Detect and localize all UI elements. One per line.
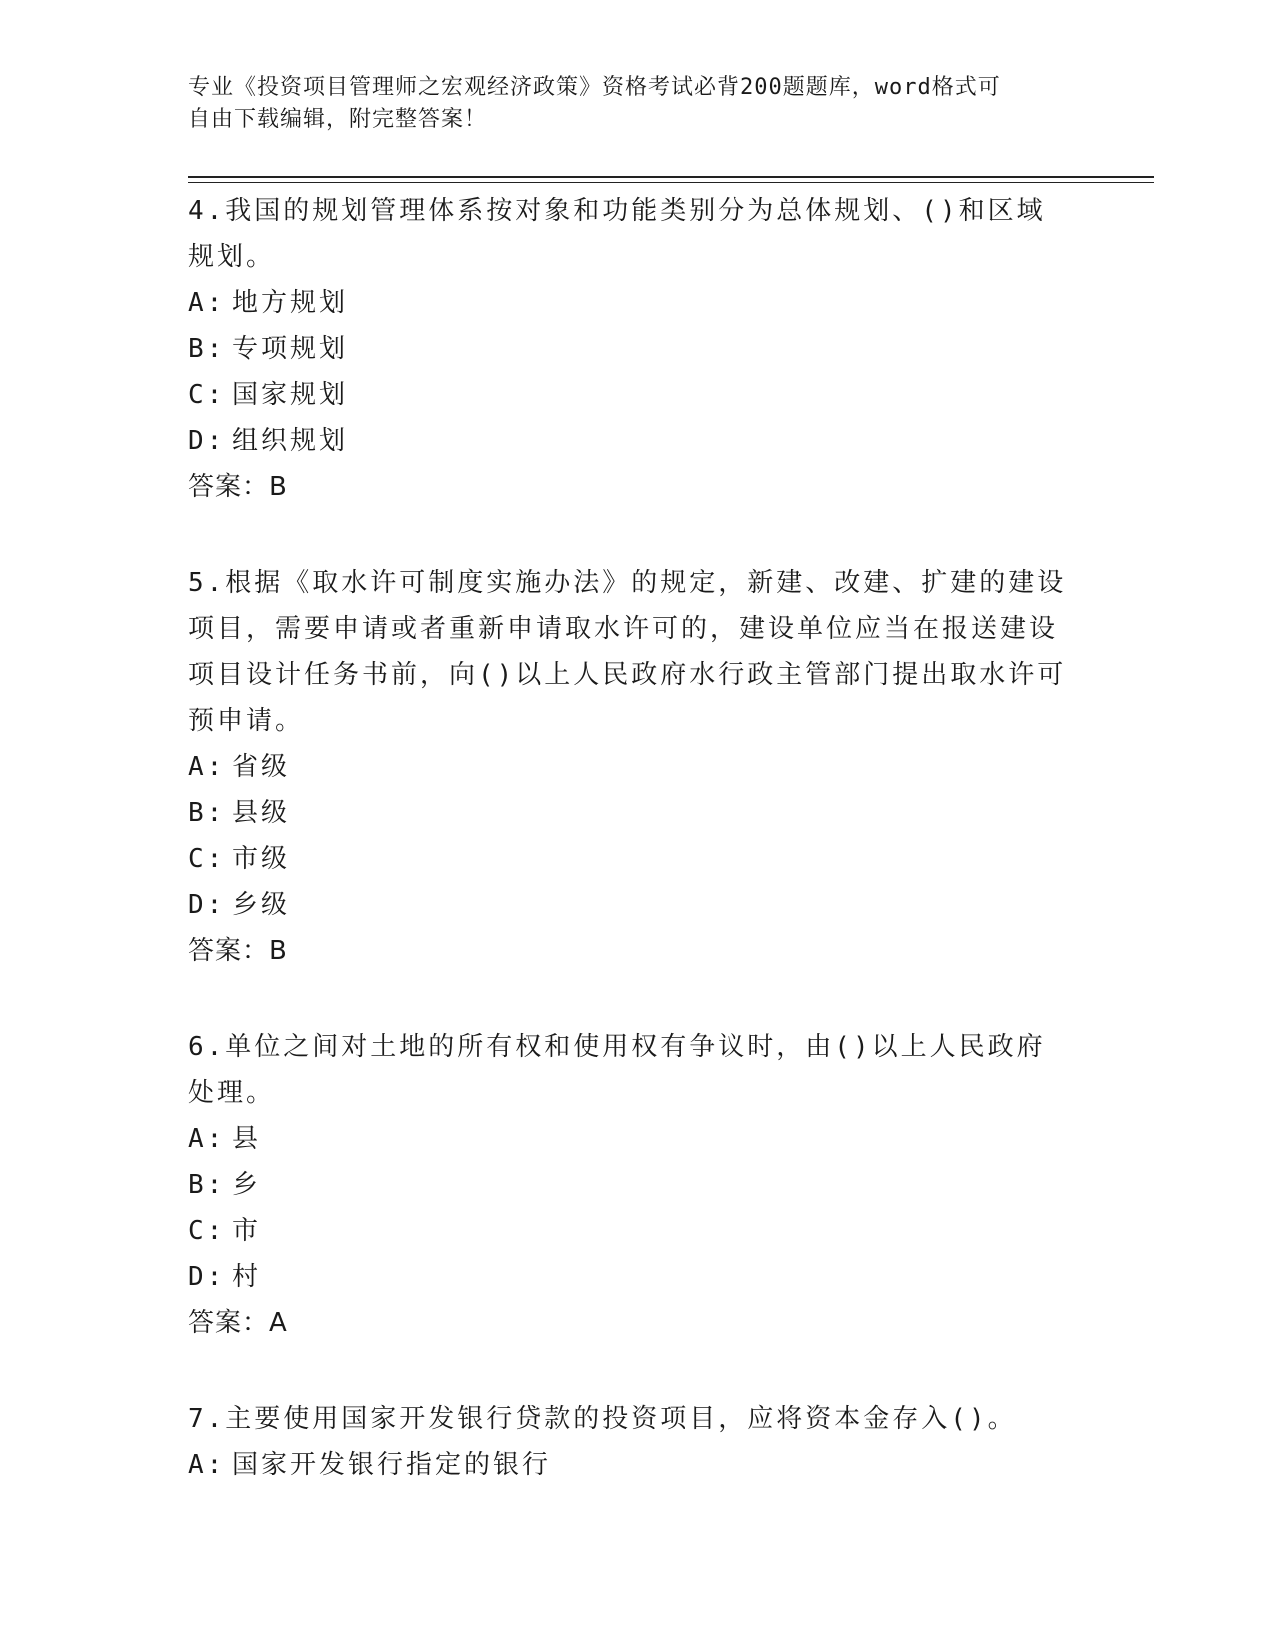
option-d <box>188 882 1068 928</box>
header-divider-thick <box>188 176 1154 178</box>
header-line-1: 专业《投资项目管理师之宏观经济政策》资格考试必背200题题库，word格式可 <box>188 75 1001 100</box>
option-key: C: <box>188 844 226 874</box>
option-key: A: <box>188 752 226 782</box>
option-key: D: <box>188 890 226 920</box>
answer-line: 答案：B <box>188 472 288 502</box>
option-text: 省级 <box>232 752 291 782</box>
option-key: D: <box>188 1262 226 1292</box>
option-text: 国家开发银行指定的银行 <box>232 1450 552 1480</box>
option-a <box>188 280 1068 326</box>
option-text: 国家规划 <box>232 380 349 410</box>
option-text: 县级 <box>232 798 291 828</box>
option-key: B: <box>188 798 226 828</box>
option-key: B: <box>188 1170 226 1200</box>
document-header <box>188 72 1068 136</box>
option-c <box>188 372 1068 418</box>
option-text: 乡级 <box>232 890 291 920</box>
question-item <box>188 1024 1068 1346</box>
question-text: 7.主要使用国家开发银行贷款的投资项目，应将资本金存入()。 <box>188 1404 1017 1434</box>
option-text: 市 <box>232 1216 262 1246</box>
option-text: 县 <box>232 1124 262 1154</box>
option-key: A: <box>188 1124 226 1154</box>
option-a <box>188 1116 1068 1162</box>
option-text: 地方规划 <box>232 288 349 318</box>
option-d <box>188 418 1068 464</box>
option-a <box>188 1442 1068 1488</box>
answer-line: 答案：B <box>188 936 288 966</box>
header-line-2: 自由下载编辑，附完整答案！ <box>188 107 488 132</box>
answer-line: 答案：A <box>188 1308 288 1338</box>
option-c <box>188 836 1068 882</box>
question-text: 5.根据《取水许可制度实施办法》的规定，新建、改建、扩建的建设项目，需要申请或者重新申请取水许可的，建设单位应当在报送建设项目设计任务书前，向()以上人民政府水行政主管部门提出取水许可预申请。 <box>188 568 1067 736</box>
question-item <box>188 188 1068 510</box>
option-text: 市级 <box>232 844 291 874</box>
option-key: B: <box>188 334 226 364</box>
option-key: A: <box>188 1450 226 1480</box>
option-text: 组织规划 <box>232 426 349 456</box>
question-text: 4.我国的规划管理体系按对象和功能类别分为总体规划、()和区域规划。 <box>188 196 1046 272</box>
option-text: 专项规划 <box>232 334 349 364</box>
header-divider-thin <box>188 182 1154 183</box>
option-key: D: <box>188 426 226 456</box>
option-key: C: <box>188 380 226 410</box>
question-item <box>188 1396 1068 1488</box>
option-b <box>188 790 1068 836</box>
option-key: A: <box>188 288 226 318</box>
option-d <box>188 1254 1068 1300</box>
option-key: C: <box>188 1216 226 1246</box>
question-text: 6.单位之间对土地的所有权和使用权有争议时，由()以上人民政府处理。 <box>188 1032 1046 1108</box>
option-a <box>188 744 1068 790</box>
question-item <box>188 560 1068 974</box>
option-c <box>188 1208 1068 1254</box>
option-b <box>188 1162 1068 1208</box>
option-text: 乡 <box>232 1170 262 1200</box>
question-list <box>188 188 1068 1538</box>
option-text: 村 <box>232 1262 262 1292</box>
option-b <box>188 326 1068 372</box>
